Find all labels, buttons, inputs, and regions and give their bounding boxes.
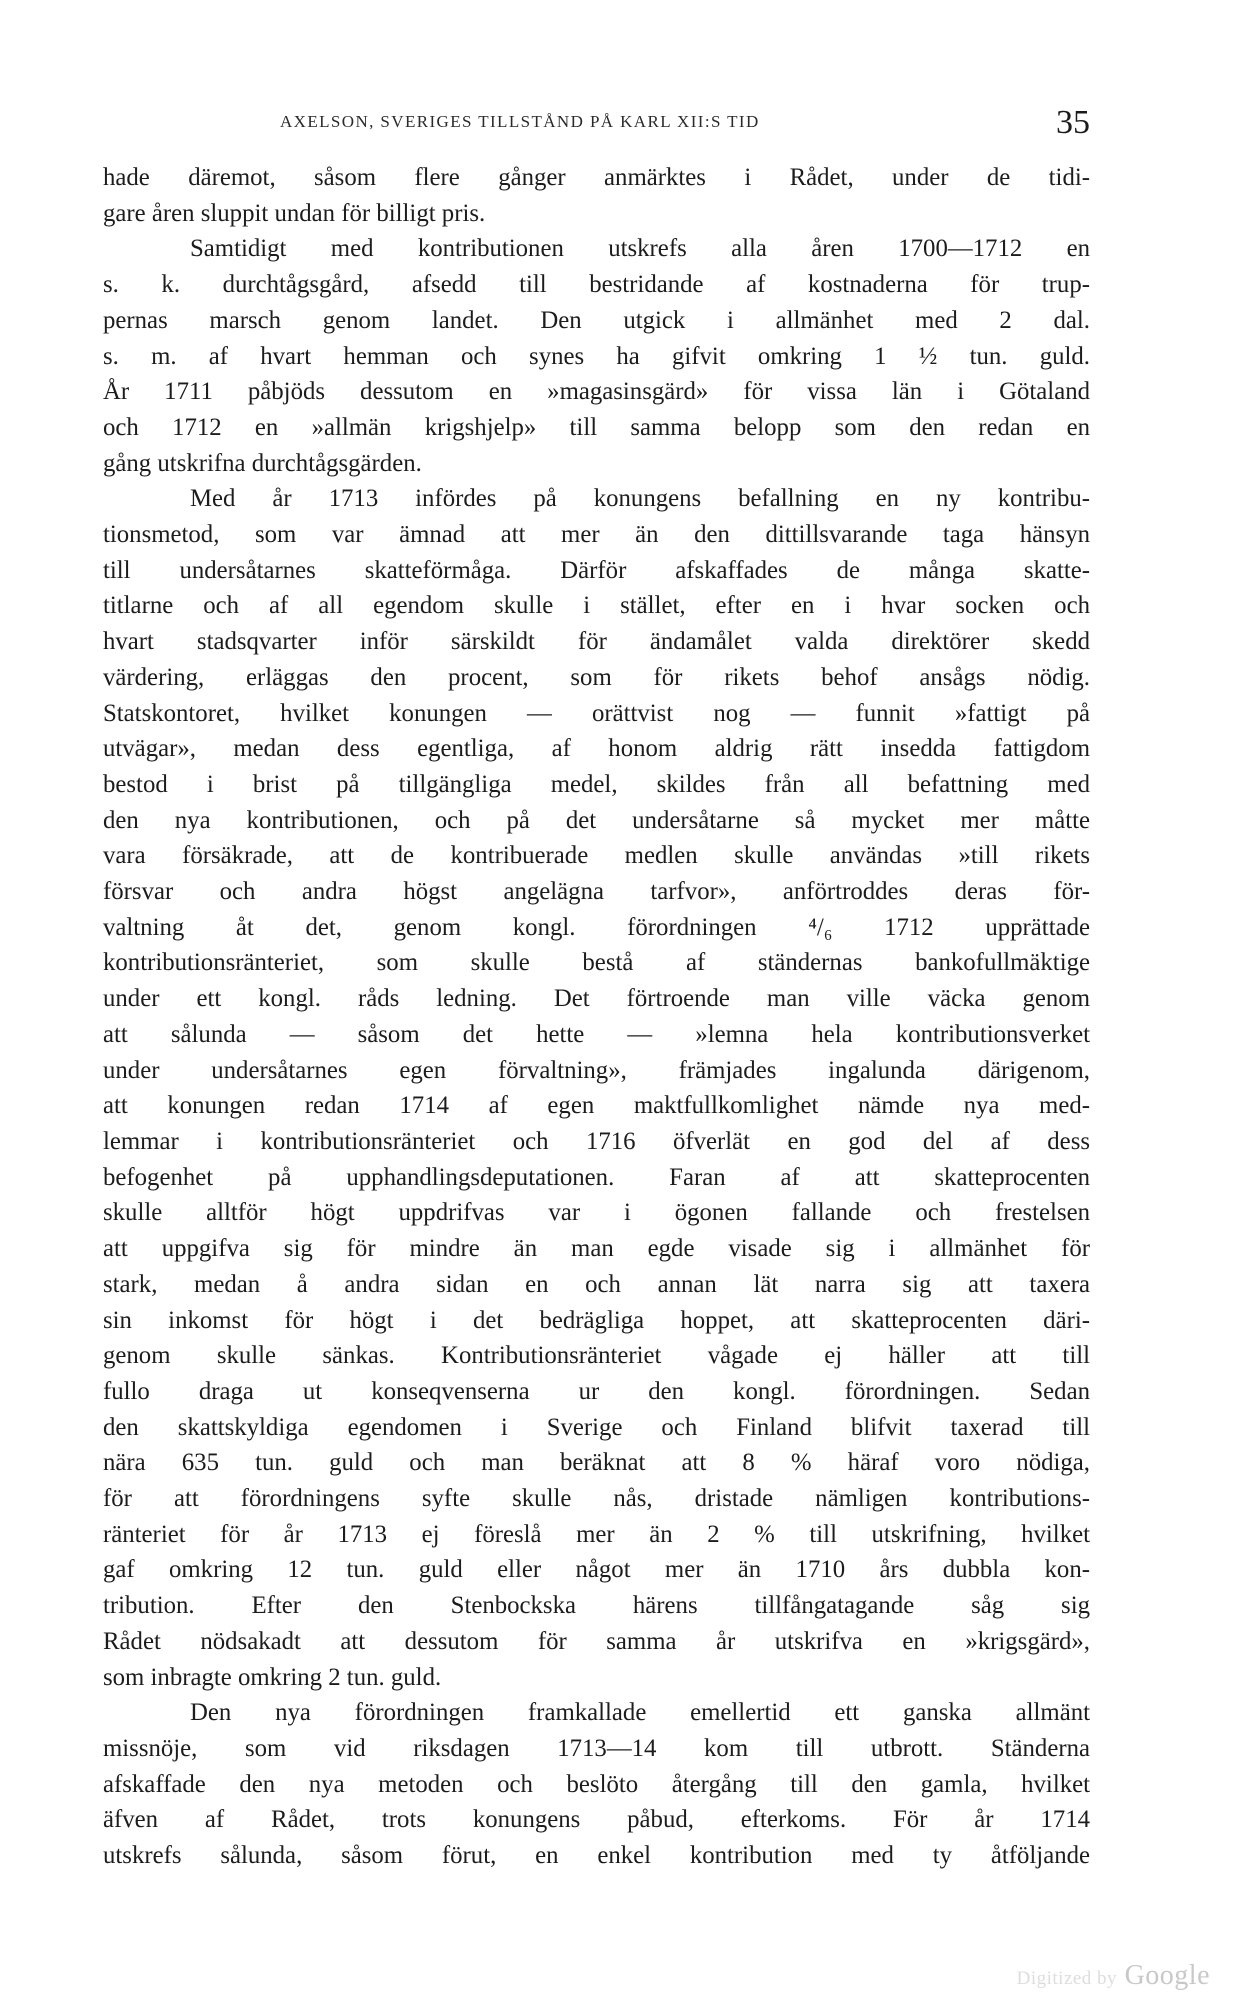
- text-line: utskrefs sålunda, såsom förut, en enkel kontribution med ty åtföljande: [103, 1842, 1090, 1870]
- text-line: bestod i brist på tillgängliga medel, skildes från all befattning med: [103, 770, 1090, 798]
- text-line: den skattskyldiga egendomen i Sverige och Finland blifvit taxerad till: [103, 1413, 1090, 1441]
- text-line: och 1712 en »allmän krigshjelp» till samma belopp som den redan en: [103, 413, 1090, 441]
- text-line: skulle alltför högt uppdrifvas var i ögonen fallande och frestelsen: [103, 1199, 1090, 1227]
- text-line: titlarne och af all egendom skulle i stället, efter en i hvar socken och: [103, 592, 1090, 620]
- text-line: afskaffade den nya metoden och beslöto återgång till den gamla, hvilket: [103, 1770, 1090, 1798]
- digitization-watermark: [1017, 1960, 1210, 1992]
- text-line: stark, medan å andra sidan en och annan lät narra sig att taxera: [103, 1270, 1090, 1298]
- text-line: tribution. Efter den Stenbockska härens tillfångatagande såg sig: [103, 1592, 1090, 1620]
- text-line: pernas marsch genom landet. Den utgick i allmänhet med 2 dal.: [103, 306, 1090, 334]
- text-line: s. k. durchtågsgård, afsedd till bestridande af kostnaderna för trup-: [103, 271, 1090, 299]
- page-number: 35: [1056, 104, 1090, 141]
- text-line: genom skulle sänkas. Kontributionsränteriet vågade ej häller att till: [103, 1342, 1090, 1370]
- text-line: s. m. af hvart hemman och synes ha gifvit omkring 1 ½ tun. guld.: [103, 342, 1090, 370]
- text-line: till undersåtarnes skatteförmåga. Därför afskaffades de många skatte-: [103, 556, 1090, 584]
- text-line: sin inkomst för högt i det bedrägliga hoppet, att skatteprocenten däri-: [103, 1306, 1090, 1334]
- text-line: den nya kontributionen, och på det undersåtarne så mycket mer måtte: [103, 806, 1090, 834]
- text-line: under undersåtarnes egen förvaltning», främjades ingalunda därigenom,: [103, 1056, 1090, 1084]
- text-line: värdering, erläggas den procent, som för rikets behof ansågs nödig.: [103, 663, 1090, 691]
- text-line: som inbragte omkring 2 tun. guld.: [103, 1663, 442, 1691]
- text-line: utvägar», medan dess egentliga, af honom aldrig rätt insedda fattigdom: [103, 735, 1090, 763]
- running-head: AXELSON, SVERIGES TILLSTÅND PÅ KARL XII:S TID: [280, 112, 760, 131]
- text-line: gång utskrifna durchtågsgärden.: [103, 449, 422, 477]
- text-line: hvart stadsqvarter inför särskildt för ändamålet valda direktörer skedd: [103, 628, 1090, 656]
- text-line: Samtidigt med kontributionen utskrefs alla åren 1700—1712 en: [190, 235, 1090, 263]
- page-header: [280, 104, 1090, 140]
- text-line: Med år 1713 infördes på konungens befallning en ny kontribu-: [190, 485, 1090, 513]
- text-line: nära 635 tun. guld och man beräknat att 8 % häraf voro nödiga,: [103, 1449, 1090, 1477]
- body-text: [103, 160, 1090, 1874]
- text-line: att uppgifva sig för mindre än man egde visade sig i allmänhet för: [103, 1235, 1090, 1263]
- text-line: äfven af Rådet, trots konungens påbud, efterkoms. För år 1714: [103, 1806, 1090, 1834]
- watermark-brand: Google: [1124, 1960, 1210, 1991]
- text-line: hade däremot, såsom flere gånger anmärktes i Rådet, under de tidi-: [103, 164, 1090, 191]
- text-line: fullo draga ut konseqvenserna ur den kongl. förordningen. Sedan: [103, 1377, 1090, 1405]
- text-line: Den nya förordningen framkallade emellertid ett ganska allmänt: [190, 1699, 1090, 1727]
- text-line: för att förordningens syfte skulle nås, dristade nämligen kontributions-: [103, 1485, 1090, 1513]
- text-line: tionsmetod, som var ämnad att mer än den dittillsvarande taga hänsyn: [103, 521, 1090, 549]
- text-line: kontributionsränteriet, som skulle bestå af ständernas bankofullmäktige: [103, 949, 1090, 977]
- text-line: lemmar i kontributionsränteriet och 1716 öfverlät en god del af dess: [103, 1127, 1090, 1155]
- text-line: att sålunda — såsom det hette — »lemna hela kontributionsverket: [103, 1020, 1090, 1048]
- text-line: valtning åt det, genom kongl. förordningen ⁴/₆ 1712 upprättade: [103, 913, 1090, 941]
- text-line: missnöje, som vid riksdagen 1713—14 kom till utbrott. Ständerna: [103, 1734, 1090, 1762]
- text-line: År 1711 påbjöds dessutom en »magasinsgärd» för vissa län i Götaland: [103, 378, 1090, 406]
- text-line: Statskontoret, hvilket konungen — orättvist nog — funnit »fattigt på: [103, 699, 1090, 727]
- text-line: vara försäkrade, att de kontribuerade medlen skulle användas »till rikets: [103, 842, 1090, 870]
- text-line: under ett kongl. råds ledning. Det förtroende man ville väcka genom: [103, 985, 1090, 1013]
- text-line: att konungen redan 1714 af egen maktfullkomlighet nämde nya med-: [103, 1092, 1090, 1120]
- text-line: Rådet nödsakadt att dessutom för samma år utskrifva en »krigsgärd»,: [103, 1627, 1090, 1655]
- text-line: ränteriet för år 1713 ej föreslå mer än 2 % till utskrifning, hvilket: [103, 1520, 1090, 1548]
- text-line: försvar och andra högst angelägna tarfvor», anförtroddes deras för-: [103, 878, 1090, 906]
- text-line: gare åren sluppit undan för billigt pris.: [103, 199, 486, 227]
- text-line: befogenhet på upphandlingsdeputationen. Faran af att skatteprocenten: [103, 1163, 1090, 1191]
- text-line: gaf omkring 12 tun. guld eller något mer än 1710 års dubbla kon-: [103, 1556, 1090, 1584]
- watermark-prefix: Digitized by: [1016, 1968, 1118, 1989]
